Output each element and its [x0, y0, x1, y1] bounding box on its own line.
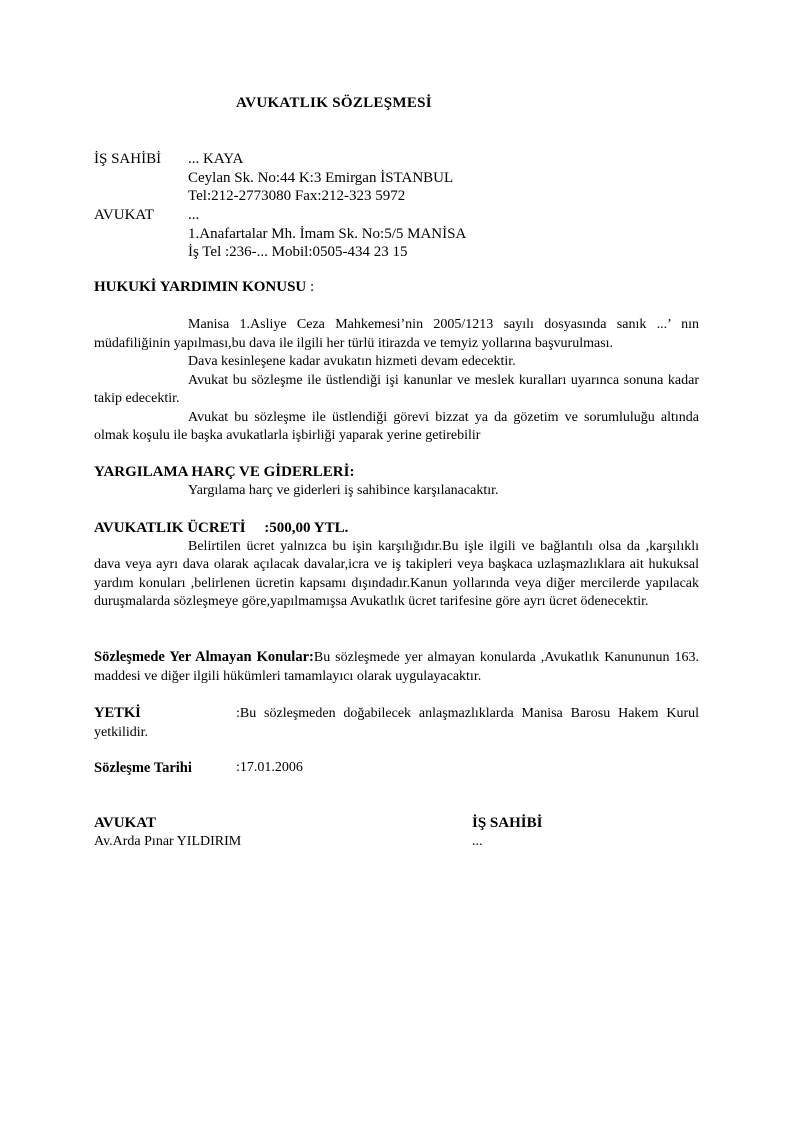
subject-paragraph-2: Dava kesinleşene kadar avukatın hizmeti devam edecektir.	[188, 354, 516, 369]
subject-paragraph-4: Avukat bu sözleşme ile üstlendiği görevi bizzat ya da gözetim ve sorumluluğu altında olmak koşulu ile başka avukatlarla işbirliği yaparak yerine getirebilir	[94, 409, 699, 443]
lawyer-signature-label: AVUKAT	[94, 815, 156, 831]
client-address: Ceylan Sk. No:44 K:3 Emirgan İSTANBUL	[188, 169, 454, 186]
subject-heading: HUKUKİ YARDIMIN KONUSU :	[94, 279, 315, 295]
subject-body	[94, 316, 699, 446]
subject-section	[94, 278, 699, 297]
lawyer-label: AVUKAT	[94, 207, 154, 223]
unspecified-section	[94, 648, 699, 686]
lawyer-signature	[94, 814, 241, 851]
client-signature-label: İŞ SAHİBİ	[472, 815, 543, 831]
client-phone: Tel:212-2773080 Fax:212-323 5972	[188, 188, 406, 204]
jurisdiction-section	[94, 704, 699, 742]
unspecified-heading: Sözleşmede Yer Almayan Konular:	[94, 649, 314, 665]
date-section	[94, 759, 699, 778]
fee-heading: AVUKATLIK ÜCRETİ :500,00 YTL.	[94, 520, 349, 536]
jurisdiction-text: :Bu sözleşmeden doğabilecek anlaşmazlıklarda Manisa Barosu Hakem Kurul yetkilidir.	[94, 706, 699, 740]
client-name: ... KAYA	[188, 151, 244, 167]
document-title: AVUKATLIK SÖZLEŞMESİ	[236, 95, 432, 111]
subject-paragraph-3: Avukat bu sözleşme ile üstlendiği işi kanunlar ve meslek kuralları uyarınca sonuna kadar takip edecektir.	[94, 372, 699, 406]
lawyer-phone: İş Tel :236-... Mobil:0505-434 23 15	[188, 244, 408, 260]
date-label: Sözleşme Tarihi	[94, 760, 192, 776]
client-signature-name: ...	[472, 833, 483, 849]
client-signature	[472, 814, 542, 851]
lawyer-name: ...	[188, 207, 200, 223]
client-label: İŞ SAHİBİ	[94, 151, 162, 167]
lawyer-address: 1.Anafartalar Mh. İmam Sk. No:5/5 MANİSA	[188, 225, 467, 242]
lawyer-signature-name: Av.Arda Pınar YILDIRIM	[94, 833, 242, 849]
fee-section	[94, 519, 699, 612]
date-value: :17.01.2006	[236, 760, 303, 775]
costs-heading: YARGILAMA HARÇ VE GİDERLERİ:	[94, 464, 355, 480]
subject-paragraph-1: Manisa 1.Asliye Ceza Mahkemesi’nin 2005/1213 sayılı dosyasında sanık ...’ nın müdafiliğinin yapılması,bu dava ile ilgili her türlü itirazda ve temyiz yollarına başvurulması.	[94, 317, 699, 351]
unspecified-text: Bu sözleşmede yer almayan konularda ,Avukatlık Kanununun 163. maddesi ve diğer ilgili hükümleri tamamlayıcı olarak uygulayacaktır.	[94, 650, 699, 684]
costs-section	[94, 463, 699, 500]
costs-text: Yargılama harç ve giderleri iş sahibince karşılanacaktır.	[188, 482, 499, 498]
fee-text: Belirtilen ücret yalnızca bu işin karşılığıdır.Bu işle ilgili ve bağlantılı olsa da ,karşılıklı dava veya ayrı dava olarak açılacak davalar,icra ve iş takipleri veya başkaca uzlaşmazlıklara ait hukuksal yardım konuları ,belirlenen ücretin kapsamı dışındadır.Kanun yollarında veya diğer mercilerde yapılacak duruşmalarda sözleşmeye göre,yapılmamışsa Avukatlık ücret tarifesine göre ayrı ücret ödenecektir.	[94, 538, 699, 609]
jurisdiction-heading: YETKİ	[94, 705, 141, 721]
